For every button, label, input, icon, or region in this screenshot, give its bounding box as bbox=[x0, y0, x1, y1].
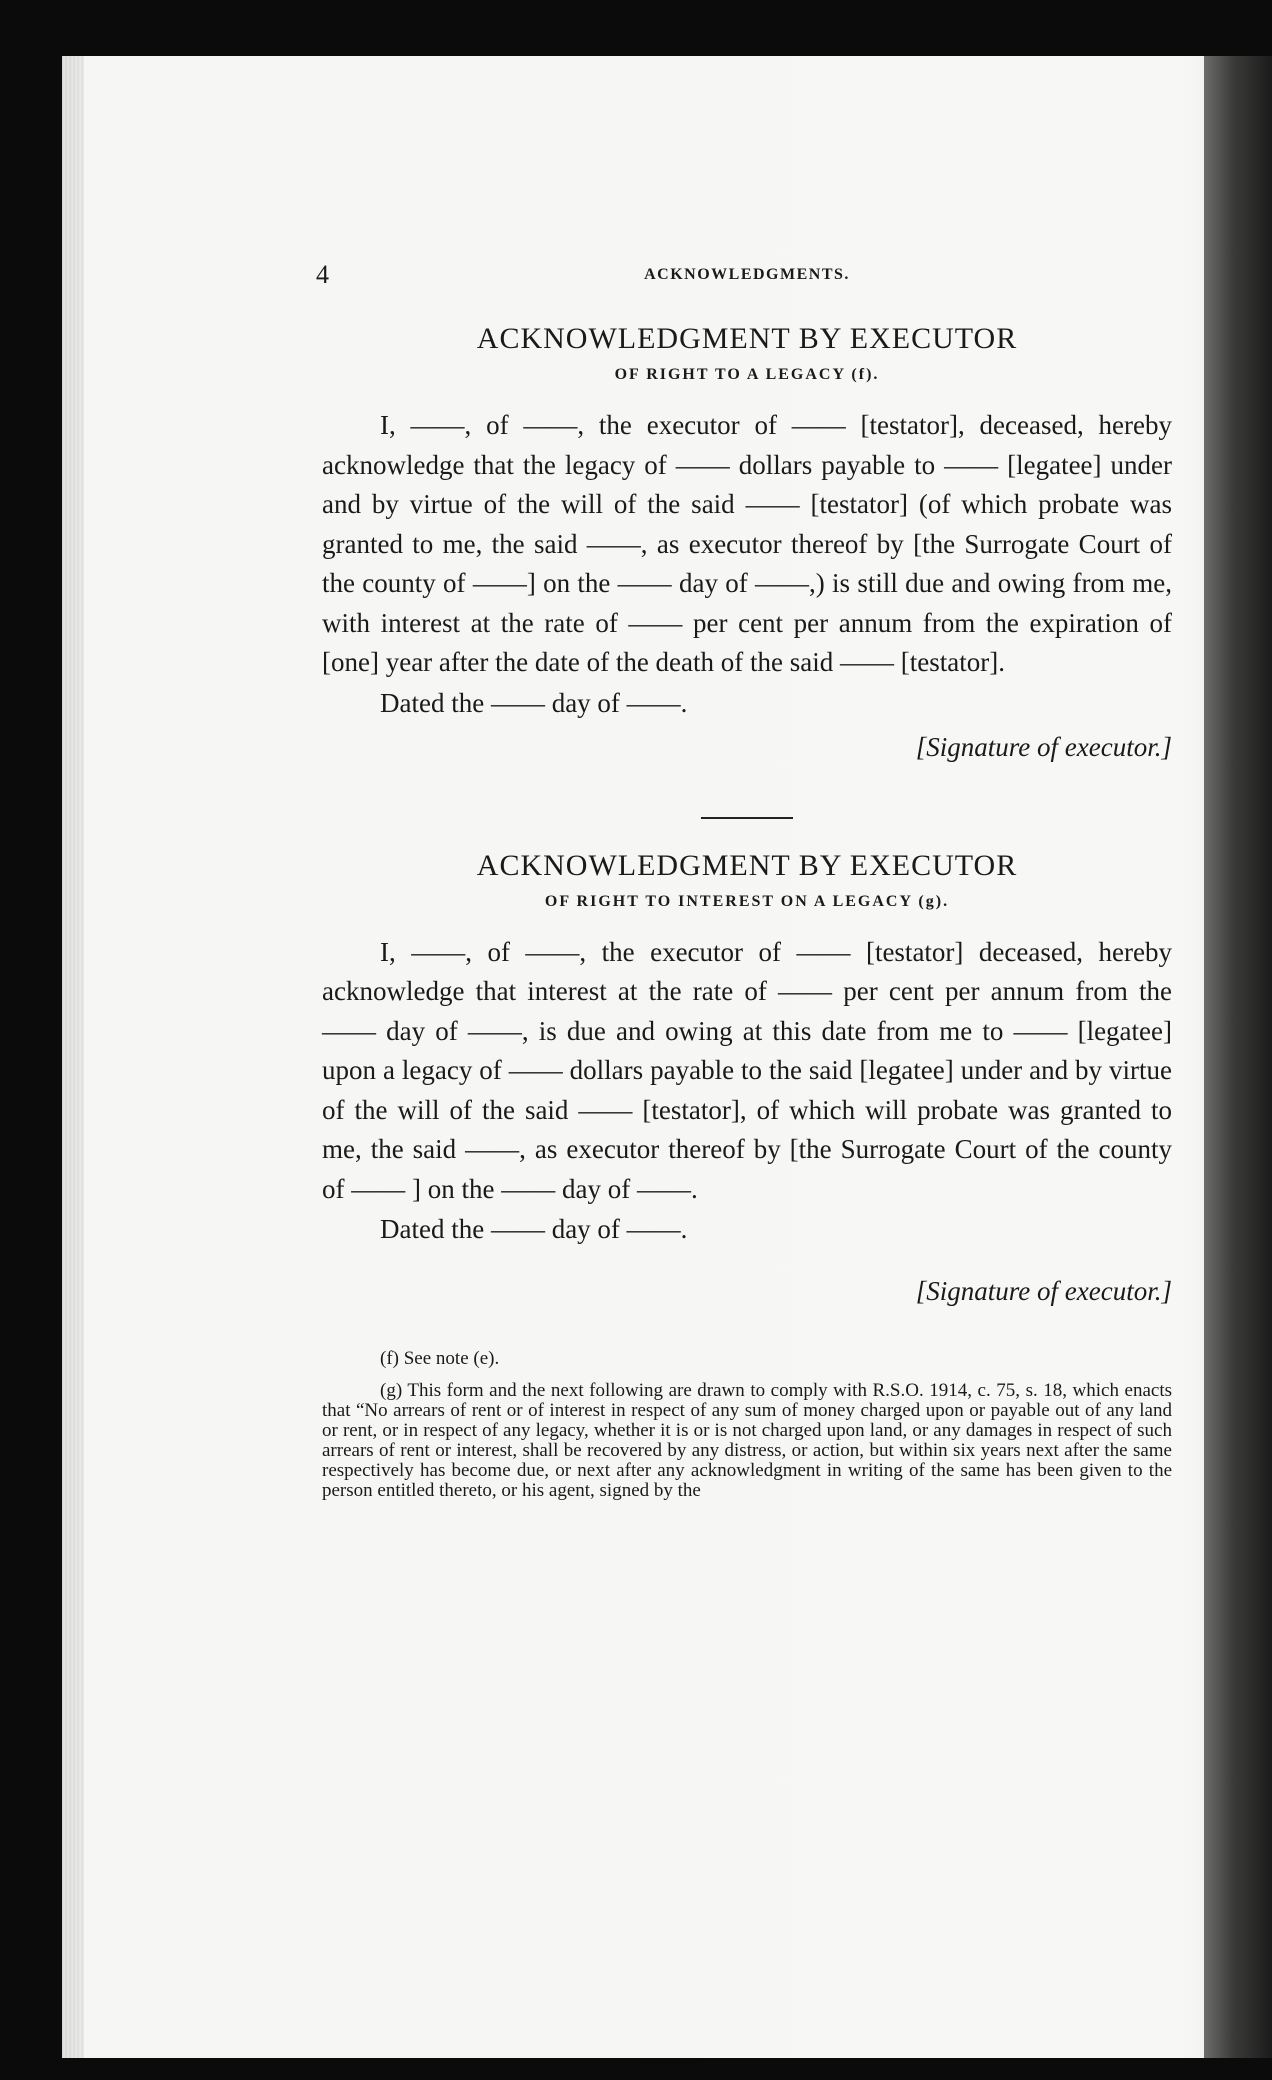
section1-dated: Dated the —— day of ——. bbox=[380, 687, 688, 718]
section-legacy bbox=[322, 322, 1172, 767]
section2-subheading: OF RIGHT TO INTEREST ON A LEGACY (g). bbox=[544, 892, 950, 910]
section-divider bbox=[701, 817, 793, 819]
running-head bbox=[316, 260, 1172, 292]
page-edges bbox=[62, 56, 84, 2058]
page-number: 4 bbox=[316, 260, 330, 289]
section1-subheading: OF RIGHT TO A LEGACY (f). bbox=[614, 366, 880, 383]
section-interest bbox=[322, 849, 1172, 1312]
section1-body: I, ——, of ——, the executor of —— [testator], deceased, hereby acknowledge that the legacy of —— dollars payable to —— [legatee] under and by virtue of the will of the said —— [testator] (of which probate was granted to me, the said ——, as executor thereof by [the Surrogate Court of the county of ——] on the —— day of ——,) is still due and owing from me, with interest at the rate of —— per cent per annum from the expiration of [one] year after the date of the death of the said —— [testator]. bbox=[322, 410, 1172, 677]
running-title: ACKNOWLEDGMENTS. bbox=[644, 266, 850, 283]
section2-signature: [Signature of executor.] bbox=[915, 1276, 1172, 1306]
footnote-f: (f) See note (e). bbox=[380, 1348, 500, 1369]
page-content bbox=[316, 260, 1172, 1501]
section1-signature: [Signature of executor.] bbox=[915, 731, 1172, 762]
binding-shadow bbox=[1204, 56, 1272, 2058]
footnote-g: (g) This form and the next following are drawn to comply with R.S.O. 1914, c. 75, s. 18, which enacts that “No arrears of rent or of interest in respect of any sum of money charged upon or payable out of any land or rent, or in respect of any legacy, whether it is or is not charged upon land, or any damages in respect of such arrears of rent or interest, shall be recovered by any distress, or action, but within six years next after the same respectively has become due, or next after any acknowledgment in writing of the same has been given to the person entitled thereto, or his agent, signed by the bbox=[322, 1380, 1172, 1501]
section2-dated: Dated the —— day of ——. bbox=[380, 1214, 688, 1244]
section1-heading: ACKNOWLEDGMENT BY EXECUTOR bbox=[476, 322, 1018, 355]
section2-body: I, ——, of ——, the executor of —— [testator] deceased, hereby acknowledge that interest at the rate of —— per cent per annum from the —— day of ——, is due and owing at this date from me to —— [legatee] upon a legacy of —— dollars payable to the said [legatee] under and by virtue of the will of the said —— [testator], of which will probate was granted to me, the said ——, as executor thereof by [the Surrogate Court of the county of —— ] on the —— day of ——. bbox=[322, 936, 1172, 1204]
section2-heading: ACKNOWLEDGMENT BY EXECUTOR bbox=[476, 848, 1018, 882]
